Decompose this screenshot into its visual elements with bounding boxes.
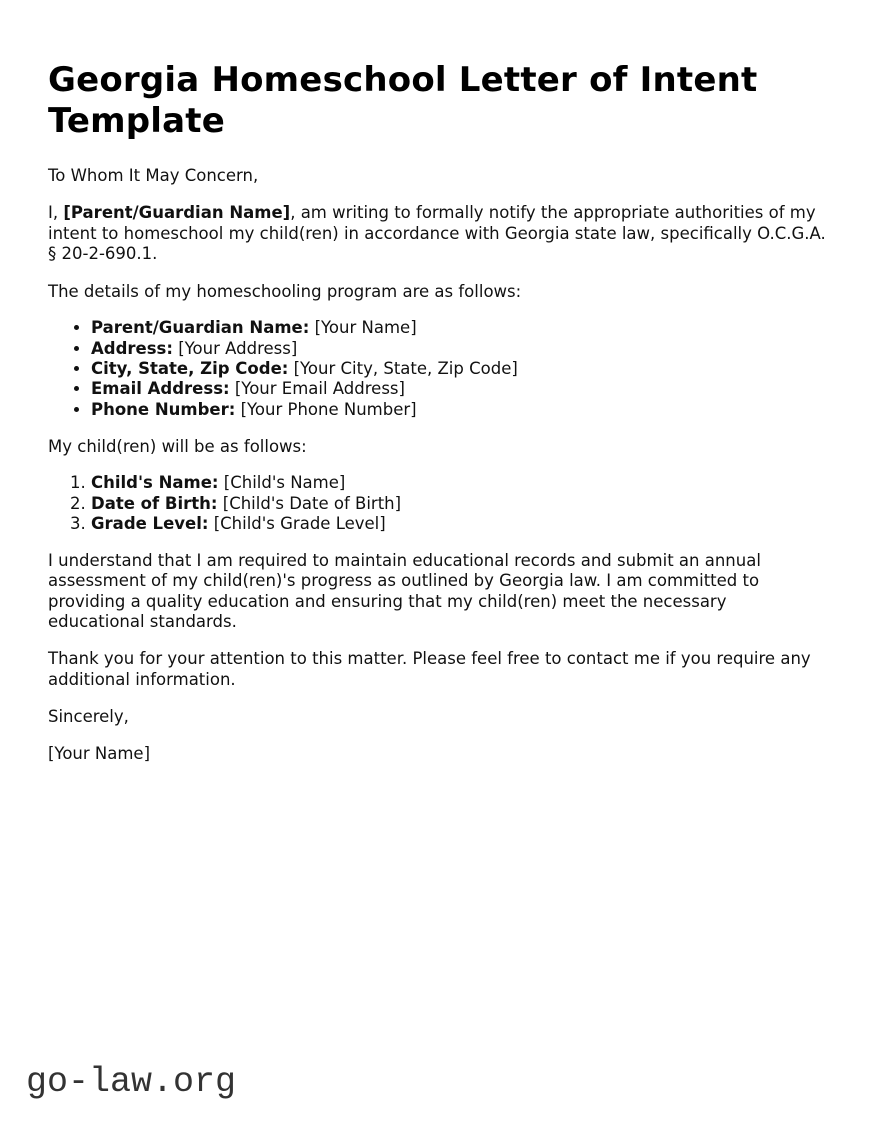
intro-suffix: , am writing to formally notify the appropriate authorities of my intent to homeschool my child(ren) in accordance with Georgia state law, specifically O.C.G.A. § 20-2-690.1. <box>48 203 826 263</box>
salutation: To Whom It May Concern, <box>48 166 259 185</box>
child-value: [Child's Grade Level] <box>208 513 386 533</box>
children-lead: My child(ren) will be as follows: <box>48 436 307 456</box>
detail-label: Phone Number: <box>91 399 236 419</box>
intro-paragraph <box>48 203 828 264</box>
parent-name-placeholder: [Parent/Guardian Name] <box>63 203 291 223</box>
child-label: Grade Level: <box>91 513 209 533</box>
detail-item-phone <box>91 400 828 420</box>
details-list <box>48 318 828 419</box>
intro-prefix: I, <box>48 203 64 223</box>
obligations-paragraph: I understand that I am required to maintain educational records and submit an annual assessment of my child(ren)'s progress as outlined by Georgia law. I am committed to providing a quality education and ensuring that my child(ren) meet the necessary educational standards. <box>48 551 761 632</box>
closing: Sincerely, <box>48 706 129 726</box>
child-label: Child's Name: <box>91 473 219 493</box>
detail-item-city-state-zip <box>91 359 828 379</box>
child-value: [Child's Name] <box>218 473 346 493</box>
detail-label: City, State, Zip Code: <box>91 359 289 379</box>
watermark: go-law.org <box>26 1062 237 1102</box>
detail-value: [Your Address] <box>172 338 298 358</box>
detail-value: [Your Email Address] <box>229 379 405 399</box>
letter-document <box>48 60 828 765</box>
detail-value: [Your Phone Number] <box>235 399 417 419</box>
detail-label: Email Address: <box>91 379 230 399</box>
detail-value: [Your Name] <box>309 318 417 338</box>
detail-label: Parent/Guardian Name: <box>91 318 310 338</box>
detail-label: Address: <box>91 338 173 358</box>
thanks-paragraph: Thank you for your attention to this matter. Please feel free to contact me if you require any additional information. <box>48 649 811 689</box>
child-label: Date of Birth: <box>91 493 218 513</box>
detail-item-address <box>91 339 828 359</box>
child-item-name <box>91 473 828 493</box>
details-lead: The details of my homeschooling program are as follows: <box>48 282 522 302</box>
child-item-grade <box>91 514 828 534</box>
child-item-dob <box>91 494 828 514</box>
document-title: Georgia Homeschool Letter of Intent Template <box>48 60 758 141</box>
children-list <box>48 473 828 534</box>
child-value: [Child's Date of Birth] <box>217 493 402 513</box>
detail-value: [Your City, State, Zip Code] <box>288 359 518 379</box>
detail-item-email <box>91 379 828 399</box>
signature-placeholder: [Your Name] <box>48 744 151 764</box>
detail-item-parent-name <box>91 318 828 338</box>
